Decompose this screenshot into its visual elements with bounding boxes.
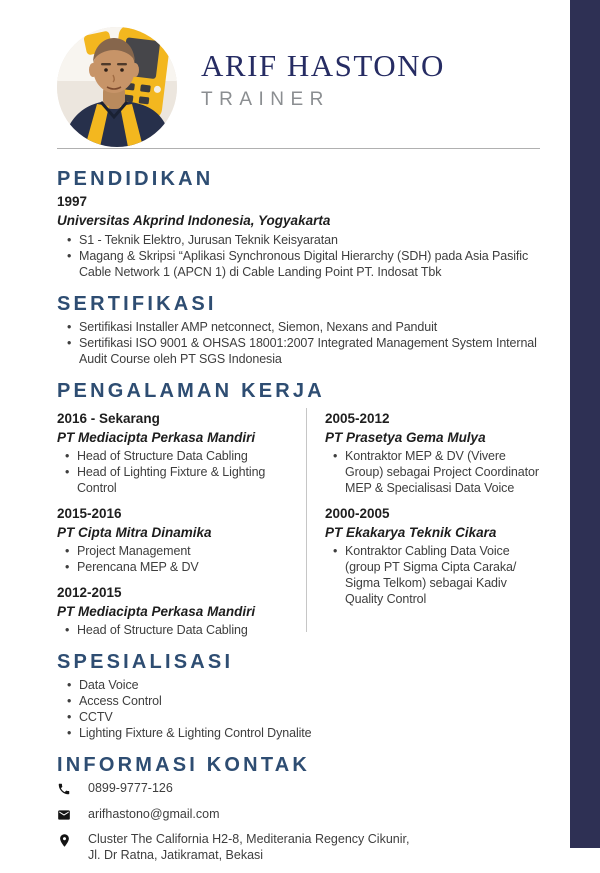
entry-bullets (325, 448, 540, 496)
contact-address-row (57, 832, 540, 863)
header (57, 27, 540, 148)
bullet-item: • Perencana MEP & DV (77, 559, 300, 575)
section-experience (57, 381, 540, 638)
bullet-item: • CCTV (79, 709, 540, 725)
entry-bullets (57, 448, 300, 496)
right-edge-stripe (570, 0, 600, 848)
bullet-item: • Access Control (79, 693, 540, 709)
phone-icon (57, 782, 73, 796)
entry-period: 2012-2015 (57, 585, 122, 600)
entry-company: PT Mediacipta Perkasa Mandiri (57, 430, 256, 445)
entry-period: 2015-2016 (57, 506, 122, 521)
entry-period: 2016 - Sekarang (57, 411, 160, 426)
entry-company: PT Cipta Mitra Dinamika (57, 525, 212, 540)
certification-heading: SERTIFIKASI (57, 293, 217, 315)
portrait-illustration (57, 27, 177, 147)
experience-heading: PENGALAMAN KERJA (57, 380, 325, 402)
education-school: Universitas Akprind Indonesia, Yogyakarta (57, 213, 331, 228)
contact-email-row (57, 807, 540, 823)
experience-entry (57, 411, 300, 496)
experience-entry (57, 585, 300, 638)
header-divider (57, 148, 540, 149)
bullet-item: • Kontraktor Cabling Data Voice (group PT Sigma Cipta Caraka/ Sigma Telkom) sebagai Kadiv Quality Control (345, 543, 540, 607)
bullet-item: • Head of Lighting Fixture & Lighting Control (77, 464, 300, 496)
entry-period: 2005-2012 (325, 411, 390, 426)
section-specialization (57, 652, 540, 741)
bullet-item: • Head of Structure Data Cabling (77, 448, 300, 464)
email-icon (57, 808, 73, 822)
person-role: TRAINER (201, 89, 330, 110)
entry-company: PT Mediacipta Perkasa Mandiri (57, 604, 256, 619)
experience-column-right (307, 406, 540, 638)
bullet-item: • Magang & Skripsi “Aplikasi Synchronous Digital Hierarchy (SDH) pada Asia Pasific Cable Network 1 (APCN 1) di Cable Landing Point PT. Indosat Tbk (79, 248, 540, 280)
entry-company: PT Prasetya Gema Mulya (325, 430, 486, 445)
entry-period: 2000-2005 (325, 506, 390, 521)
contact-address-line1: Cluster The California H2-8, Mediterania Regency Cikunir, (88, 832, 410, 846)
bullet-item: • Project Management (77, 543, 300, 559)
experience-entry (57, 506, 300, 575)
experience-column-left (57, 406, 306, 638)
bullet-item: • Data Voice (79, 677, 540, 693)
bullet-item: • S1 - Teknik Elektro, Jurusan Teknik Keisyaratan (79, 232, 540, 248)
bullet-item: • Kontraktor MEP & DV (Vivere Group) sebagai Project Coordinator MEP & Specialisasi Data Voice (345, 448, 540, 496)
contact-email-value: arifhastono@gmail.com (88, 806, 220, 821)
education-bullets (57, 232, 540, 280)
title-block (201, 27, 445, 148)
specialization-bullets (57, 677, 540, 741)
resume-content (57, 0, 540, 873)
contact-phone-row (57, 781, 540, 797)
contact-address-line2: Jl. Dr Ratna, Jatikramat, Bekasi (88, 847, 264, 862)
bullet-item: • Sertifikasi ISO 9001 & OHSAS 18001:2007 Integrated Management System Internal Audit Course oleh PT SGS Indonesia (79, 335, 540, 367)
entry-bullets (57, 622, 300, 638)
certification-bullets (57, 319, 540, 367)
experience-entry (325, 506, 540, 607)
experience-columns (57, 406, 540, 638)
entry-bullets (57, 543, 300, 575)
person-name: ARIF HASTONO (201, 48, 445, 83)
specialization-heading: SPESIALISASI (57, 651, 234, 673)
education-heading: PENDIDIKAN (57, 168, 214, 190)
location-icon (57, 833, 73, 848)
bullet-item: • Lighting Fixture & Lighting Control Dynalite (79, 725, 540, 741)
section-certification (57, 294, 540, 367)
education-year: 1997 (57, 194, 88, 209)
experience-entry (325, 411, 540, 496)
contact-heading: INFORMASI KONTAK (57, 754, 311, 776)
bullet-item: • Sertifikasi Installer AMP netconnect, Siemon, Nexans and Panduit (79, 319, 540, 335)
contact-phone-value: 0899-9777-126 (88, 781, 173, 795)
section-contact (57, 755, 540, 863)
avatar-photo (57, 27, 177, 147)
entry-bullets (325, 543, 540, 607)
section-education (57, 169, 540, 280)
entry-company: PT Ekakarya Teknik Cikara (325, 525, 497, 540)
contact-address (88, 832, 409, 863)
bullet-item: • Head of Structure Data Cabling (77, 622, 300, 638)
